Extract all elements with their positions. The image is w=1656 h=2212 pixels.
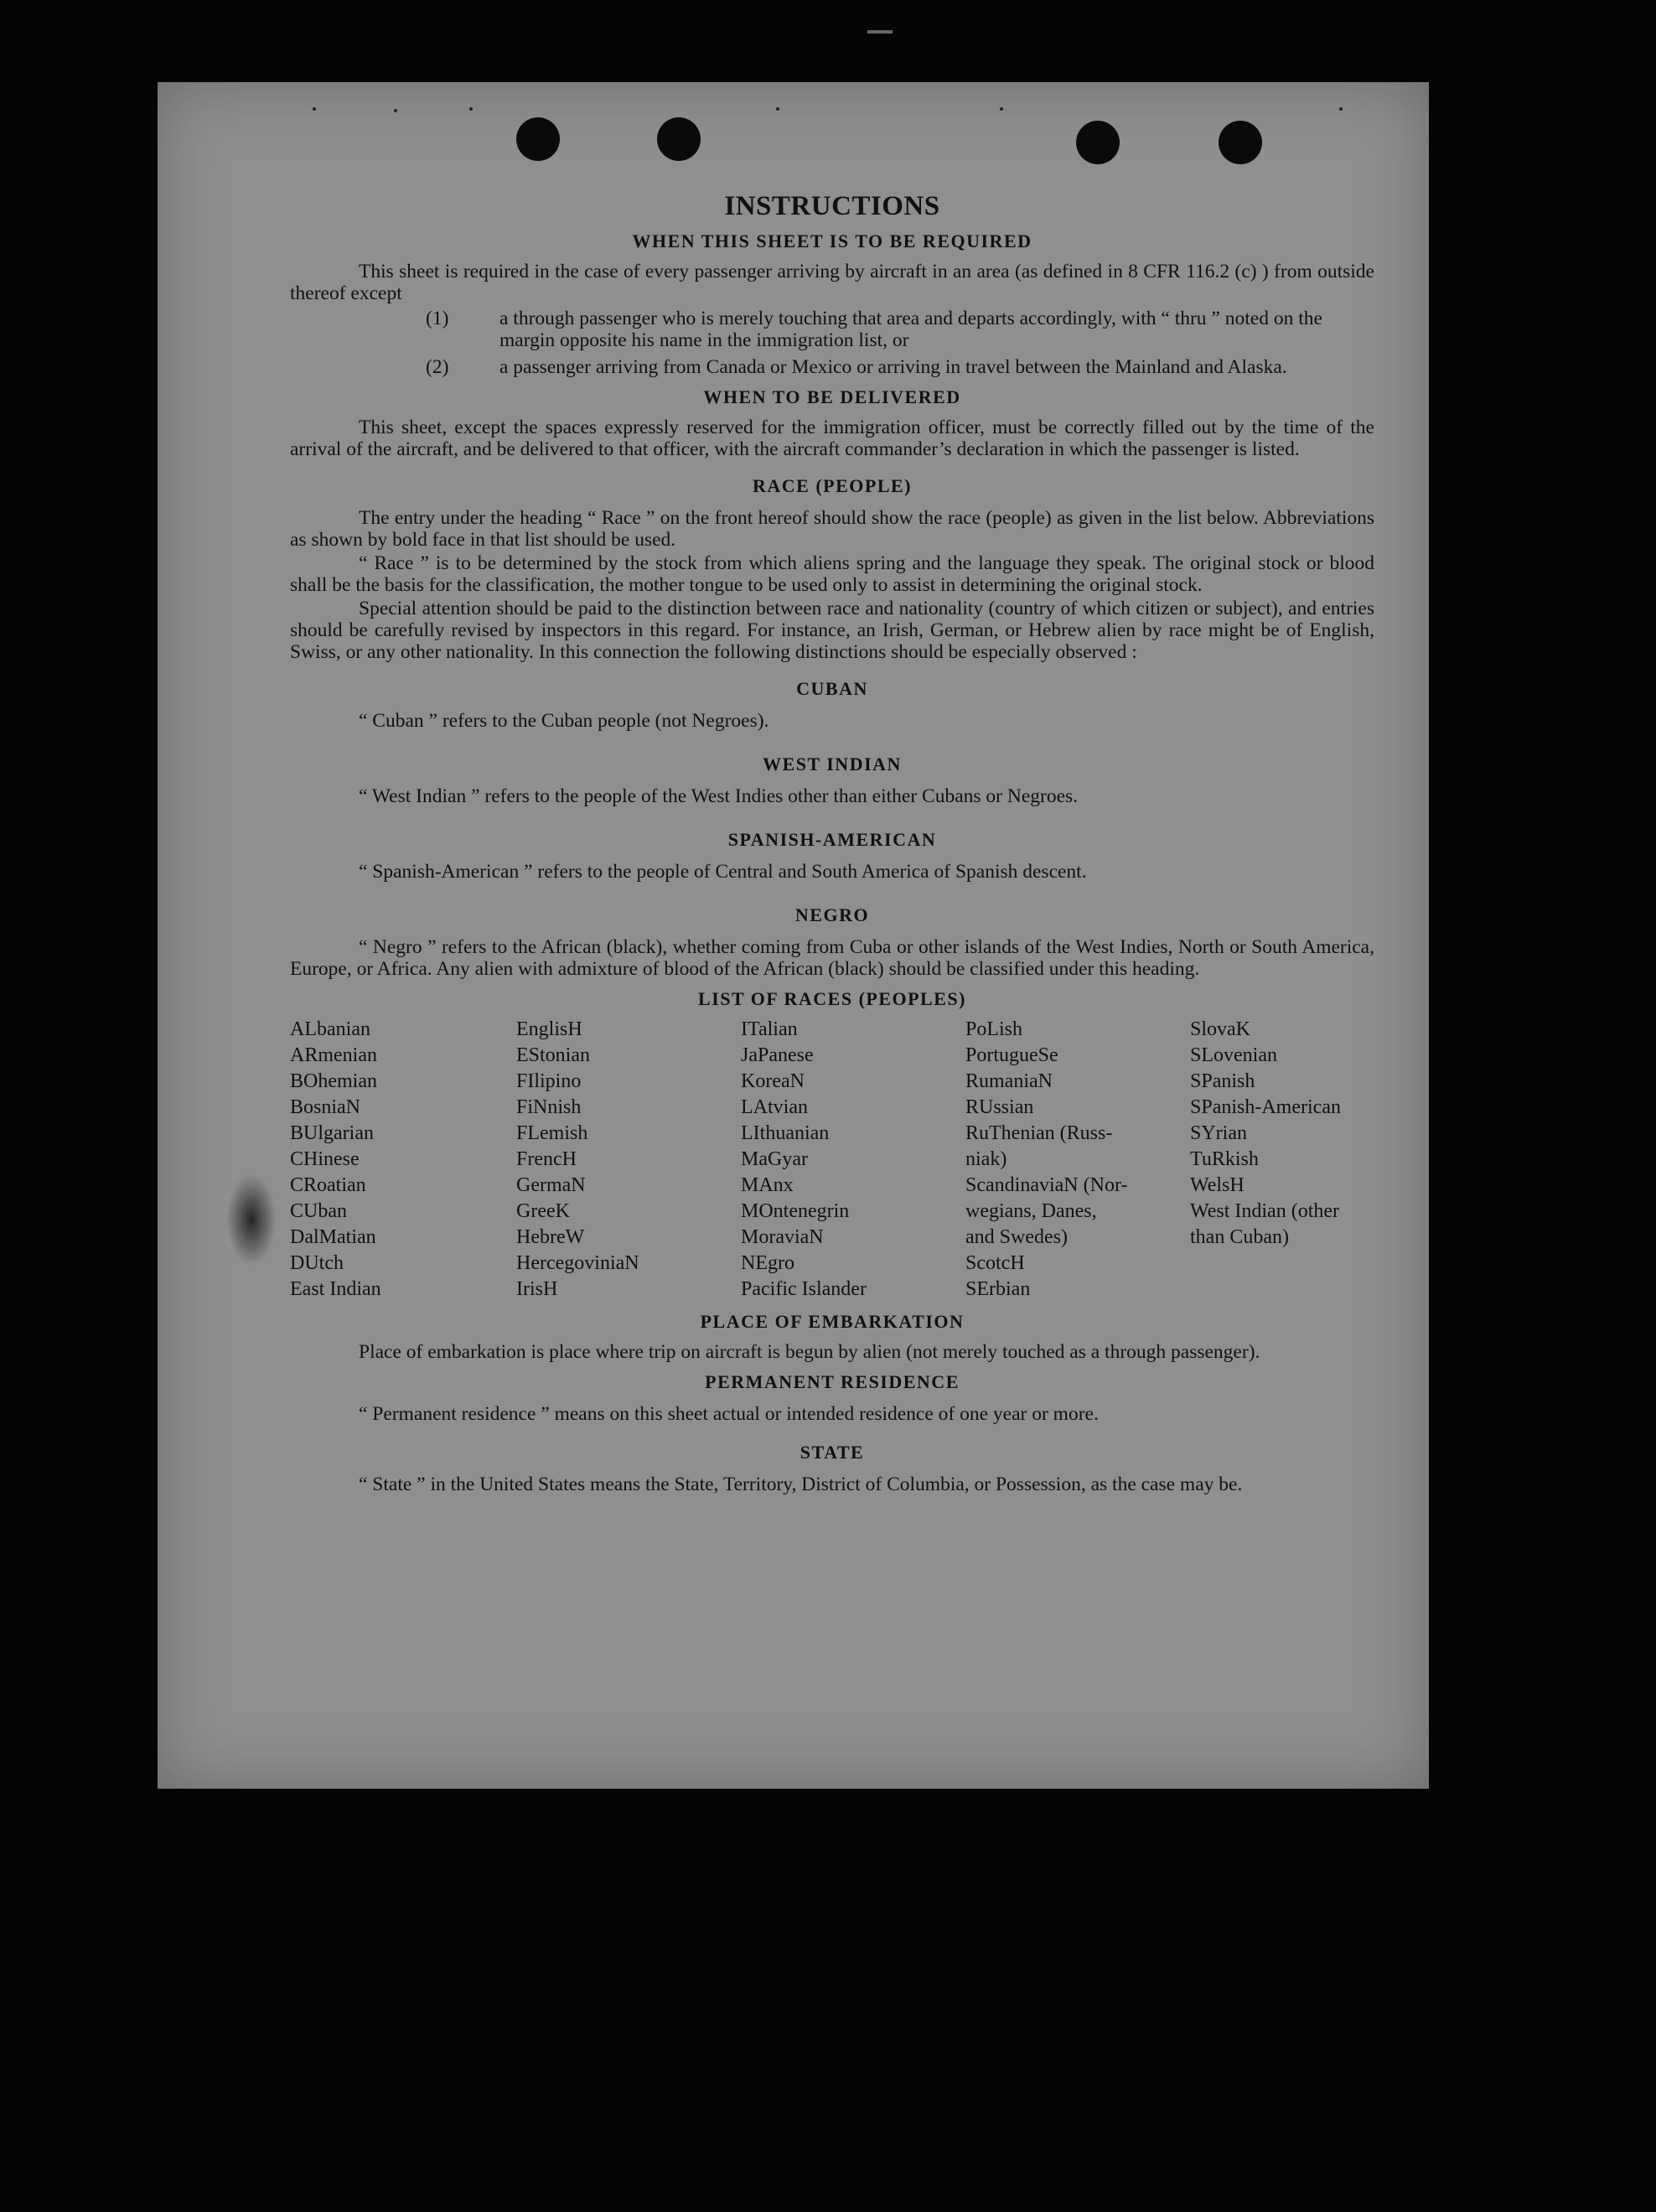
section-text: This sheet is required in the case of every passenger arriving by aircraft in an area (as defined in 8 CFR 116.2 (c) ) from outside thereof except [290, 261, 1374, 304]
race-column: EnglisH EStonian FIlipino FiNnish FLemish FrencH GermaN GreeK HebreW HercegoviniaN IrisH [516, 1018, 639, 1300]
section-heading: PERMANENT RESIDENCE [705, 1371, 960, 1392]
punch-hole [657, 117, 701, 161]
punch-hole [1219, 121, 1262, 164]
section-text: “ Race ” is to be determined by the stock from which aliens spring and the language they speak. The original stock or blood shall be the basis for the classification, the mother tongue to be used only to assist in determining the original stock. [290, 552, 1374, 596]
list-item [290, 356, 1374, 378]
list-item [290, 308, 1374, 351]
item-number: (2) [426, 356, 449, 378]
section-text: This sheet, except the spaces expressly reserved for the immigration officer, must be correctly filled out by the time of the arrival of the aircraft, and be delivered to that officer, with the aircraft commander’s declaration in which the passenger is listed. [290, 417, 1374, 460]
item-text: a passenger arriving from Canada or Mexico or arriving in travel between the Mainland and Alaska. [499, 356, 1287, 378]
top-mark [867, 30, 893, 34]
section-heading: WHEN THIS SHEET IS TO BE REQUIRED [632, 231, 1032, 251]
punch-hole [516, 117, 560, 161]
page-title: INSTRUCTIONS [724, 191, 940, 221]
section-text: Place of embarkation is place where trip on aircraft is begun by alien (not merely touched as a through passenger). [359, 1341, 1260, 1363]
section-heading: WEST INDIAN [763, 754, 902, 774]
race-column: ITalian JaPanese KoreaN LAtvian LIthuanian MaGyar MAnx MOntenegrin MoraviaN NEgro Pacific Islander [741, 1018, 867, 1300]
section-text: “ Permanent residence ” means on this sheet actual or intended residence of one year or more. [359, 1403, 1099, 1425]
section-heading: SPANISH-AMERICAN [727, 829, 937, 850]
punch-hole [1076, 121, 1120, 164]
document-content [290, 191, 1374, 1495]
section-text: “ Negro ” refers to the African (black), whether coming from Cuba or other islands of the West Indies, North or South America, Europe, or Africa. Any alien with admixture of blood of the African (black) should be classified under this heading. [290, 936, 1374, 980]
section-heading: WHEN TO BE DELIVERED [703, 386, 961, 407]
section-heading: PLACE OF EMBARKATION [700, 1311, 965, 1332]
section-text: “ Cuban ” refers to the Cuban people (not Negroes). [359, 710, 769, 732]
race-list [290, 1017, 1374, 1303]
item-number: (1) [426, 308, 449, 329]
section-text: “ State ” in the United States means the State, Territory, District of Columbia, or Possession, as the case may be. [359, 1474, 1243, 1495]
race-column: SlovaK SLovenian SPanish SPanish-American SYrian TuRkish WelsH West Indian (other than Cuban) [1190, 1018, 1341, 1248]
section-heading: CUBAN [796, 678, 868, 699]
section-text: The entry under the heading “ Race ” on the front hereof should show the race (people) as given in the list below. Abbreviations as shown by bold face in that list should be used. [290, 507, 1374, 551]
section-heading: STATE [800, 1442, 865, 1463]
race-column: ALbanian ARmenian BOhemian BosniaN BUlgarian CHinese CRoatian CUban DalMatian DUtch East Indian [290, 1018, 381, 1300]
section-text: Special attention should be paid to the distinction between race and nationality (country of which citizen or subject), and entries should be carefully revised by inspectors in this regard. For instance, an Irish, German, or Hebrew alien by race might be of English, Swiss, or any other nationality. In this connection the following distinctions should be especially observed : [290, 598, 1374, 663]
race-column: PoLish PortugueSe RumaniaN RUssian RuThenian (Russ- niak) ScandinaviaN (Nor- wegians, Danes, and Swedes) ScotcH SErbian [965, 1018, 1128, 1300]
section-heading: NEGRO [794, 904, 870, 925]
section-heading: RACE (PEOPLE) [753, 475, 912, 496]
section-text: “ Spanish-American ” refers to the people of Central and South America of Spanish descent. [359, 861, 1087, 883]
item-text: a through passenger who is merely touching that area and departs accordingly, with “ thru ” noted on the margin opposite his name in the immigration list, or [499, 308, 1322, 351]
section-heading: LIST OF RACES (PEOPLES) [698, 988, 966, 1009]
ink-smudge [226, 1173, 277, 1266]
section-text: “ West Indian ” refers to the people of the West Indies other than either Cubans or Negroes. [359, 785, 1079, 807]
